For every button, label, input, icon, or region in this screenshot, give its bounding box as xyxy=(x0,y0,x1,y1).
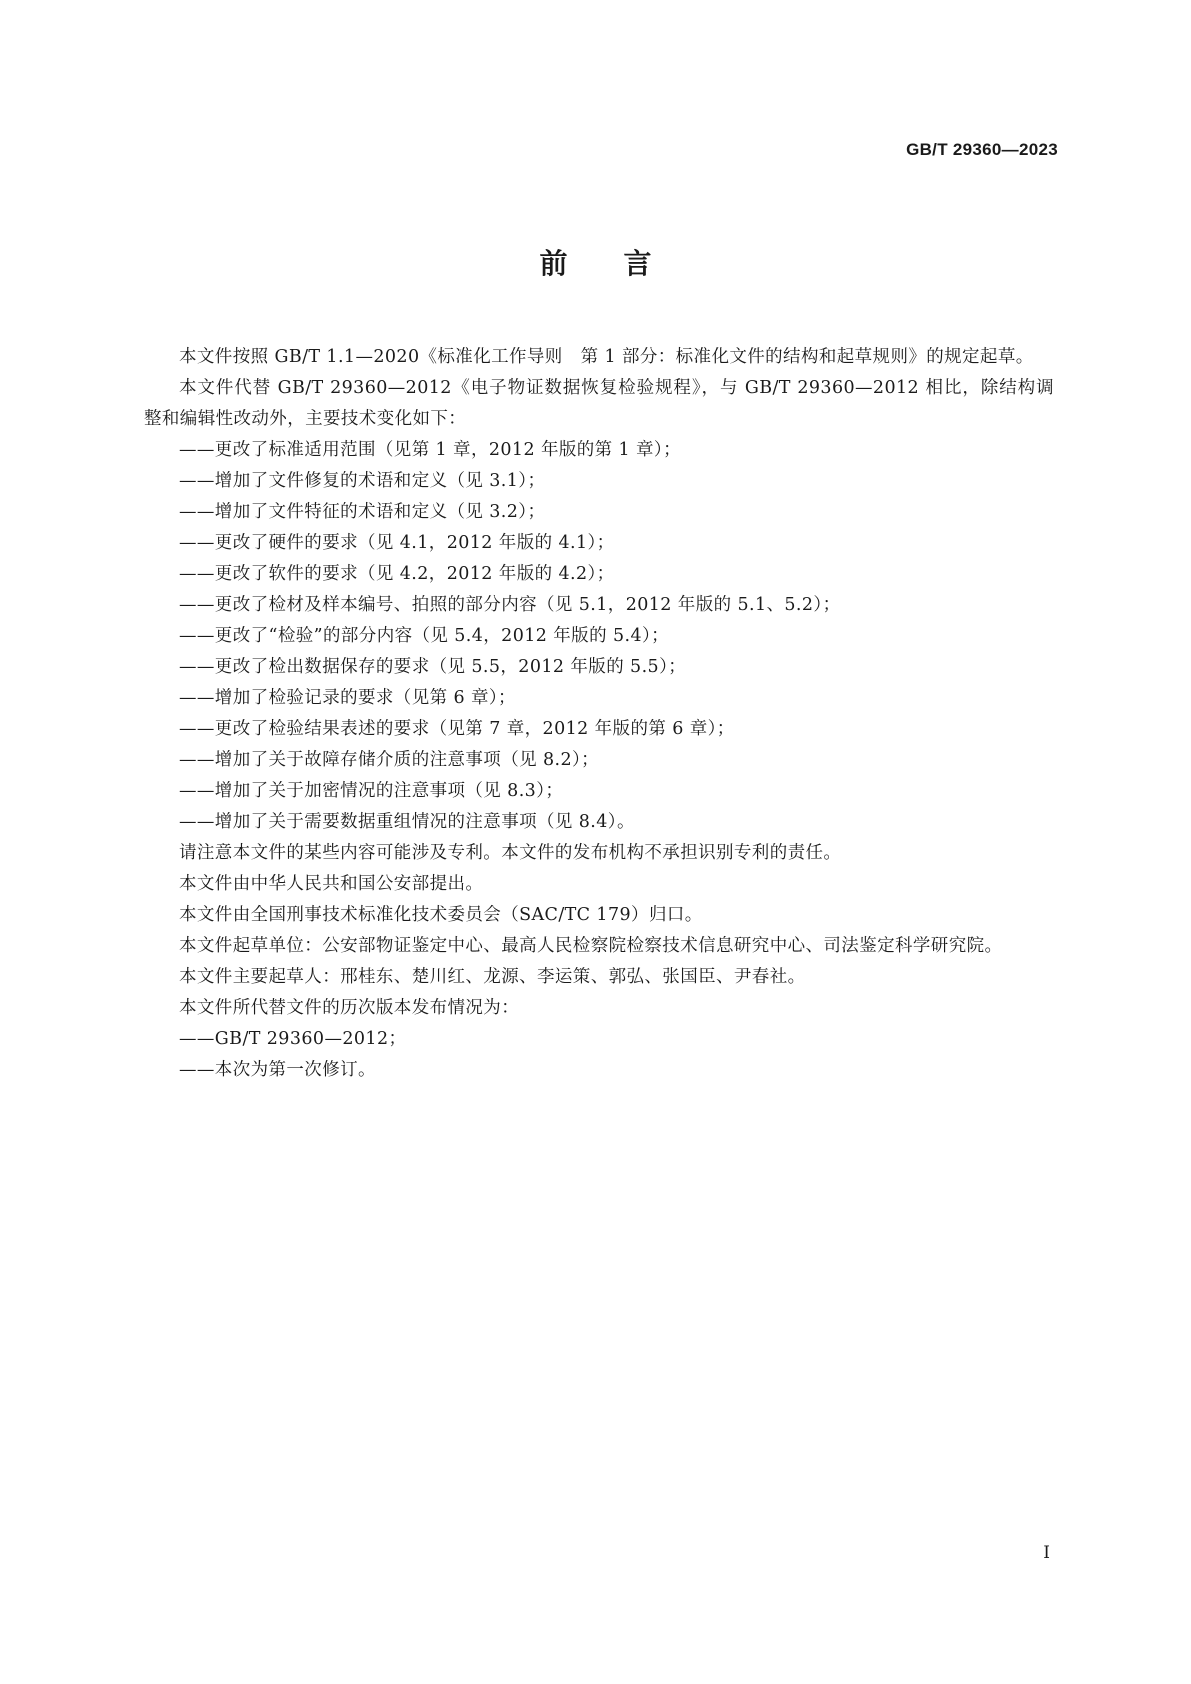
foreword-body xyxy=(144,342,1054,1086)
change-item: ——更改了检材及样本编号、拍照的部分内容（见 5.1，2012 年版的 5.1、5.2）； xyxy=(179,595,841,615)
paragraph-proposer: 本文件由中华人民共和国公安部提出。 xyxy=(179,874,484,894)
history-item: ——本次为第一次修订。 xyxy=(179,1060,376,1080)
change-item: ——增加了关于需要数据重组情况的注意事项（见 8.4）。 xyxy=(179,812,635,832)
paragraph-drafting-units: 本文件起草单位：公安部物证鉴定中心、最高人民检察院检察技术信息研究中心、司法鉴定科学研究院。 xyxy=(179,936,1003,956)
paragraph-history-intro: 本文件所代替文件的历次版本发布情况为： xyxy=(179,998,520,1018)
paragraph-patent-notice: 请注意本文件的某些内容可能涉及专利。本文件的发布机构不承担识别专利的责任。 xyxy=(179,843,842,863)
change-item: ——增加了检验记录的要求（见第 6 章）； xyxy=(179,688,516,708)
change-item: ——更改了标准适用范围（见第 1 章，2012 年版的第 1 章）； xyxy=(179,440,681,460)
paragraph-drafting-basis: 本文件按照 GB/T 1.1—2020《标准化工作导则 第 1 部分：标准化文件的结构和起草规则》的规定起草。 xyxy=(179,347,1034,367)
page-number: I xyxy=(1043,1543,1050,1563)
paragraph-replacement: 本文件代替 GB/T 29360—2012《电子物证数据恢复检验规程》，与 GB/T 29360—2012 相比，除结构调整和编辑性改动外，主要技术变化如下： xyxy=(144,378,1054,429)
change-item: ——更改了“检验”的部分内容（见 5.4，2012 年版的 5.4）； xyxy=(179,626,670,646)
page-title: 前 言 xyxy=(539,247,652,280)
change-item: ——增加了关于加密情况的注意事项（见 8.3）； xyxy=(179,781,564,801)
paragraph-committee: 本文件由全国刑事技术标准化技术委员会（SAC/TC 179）归口。 xyxy=(179,905,703,925)
change-item: ——更改了软件的要求（见 4.2，2012 年版的 4.2）； xyxy=(179,564,615,584)
standard-code: GB/T 29360—2023 xyxy=(906,140,1058,159)
change-item: ——增加了文件修复的术语和定义（见 3.1）； xyxy=(179,471,546,491)
paragraph-drafters: 本文件主要起草人：邢桂东、楚川红、龙源、李运策、郭弘、张国臣、尹春社。 xyxy=(179,967,806,987)
change-item: ——更改了硬件的要求（见 4.1，2012 年版的 4.1）； xyxy=(179,533,615,553)
history-item: ——GB/T 29360—2012； xyxy=(179,1029,407,1049)
change-item: ——增加了文件特征的术语和定义（见 3.2）； xyxy=(179,502,546,522)
change-item: ——更改了检验结果表述的要求（见第 7 章，2012 年版的第 6 章）； xyxy=(179,719,735,739)
change-item: ——增加了关于故障存储介质的注意事项（见 8.2）； xyxy=(179,750,600,770)
change-item: ——更改了检出数据保存的要求（见 5.5，2012 年版的 5.5）； xyxy=(179,657,687,677)
